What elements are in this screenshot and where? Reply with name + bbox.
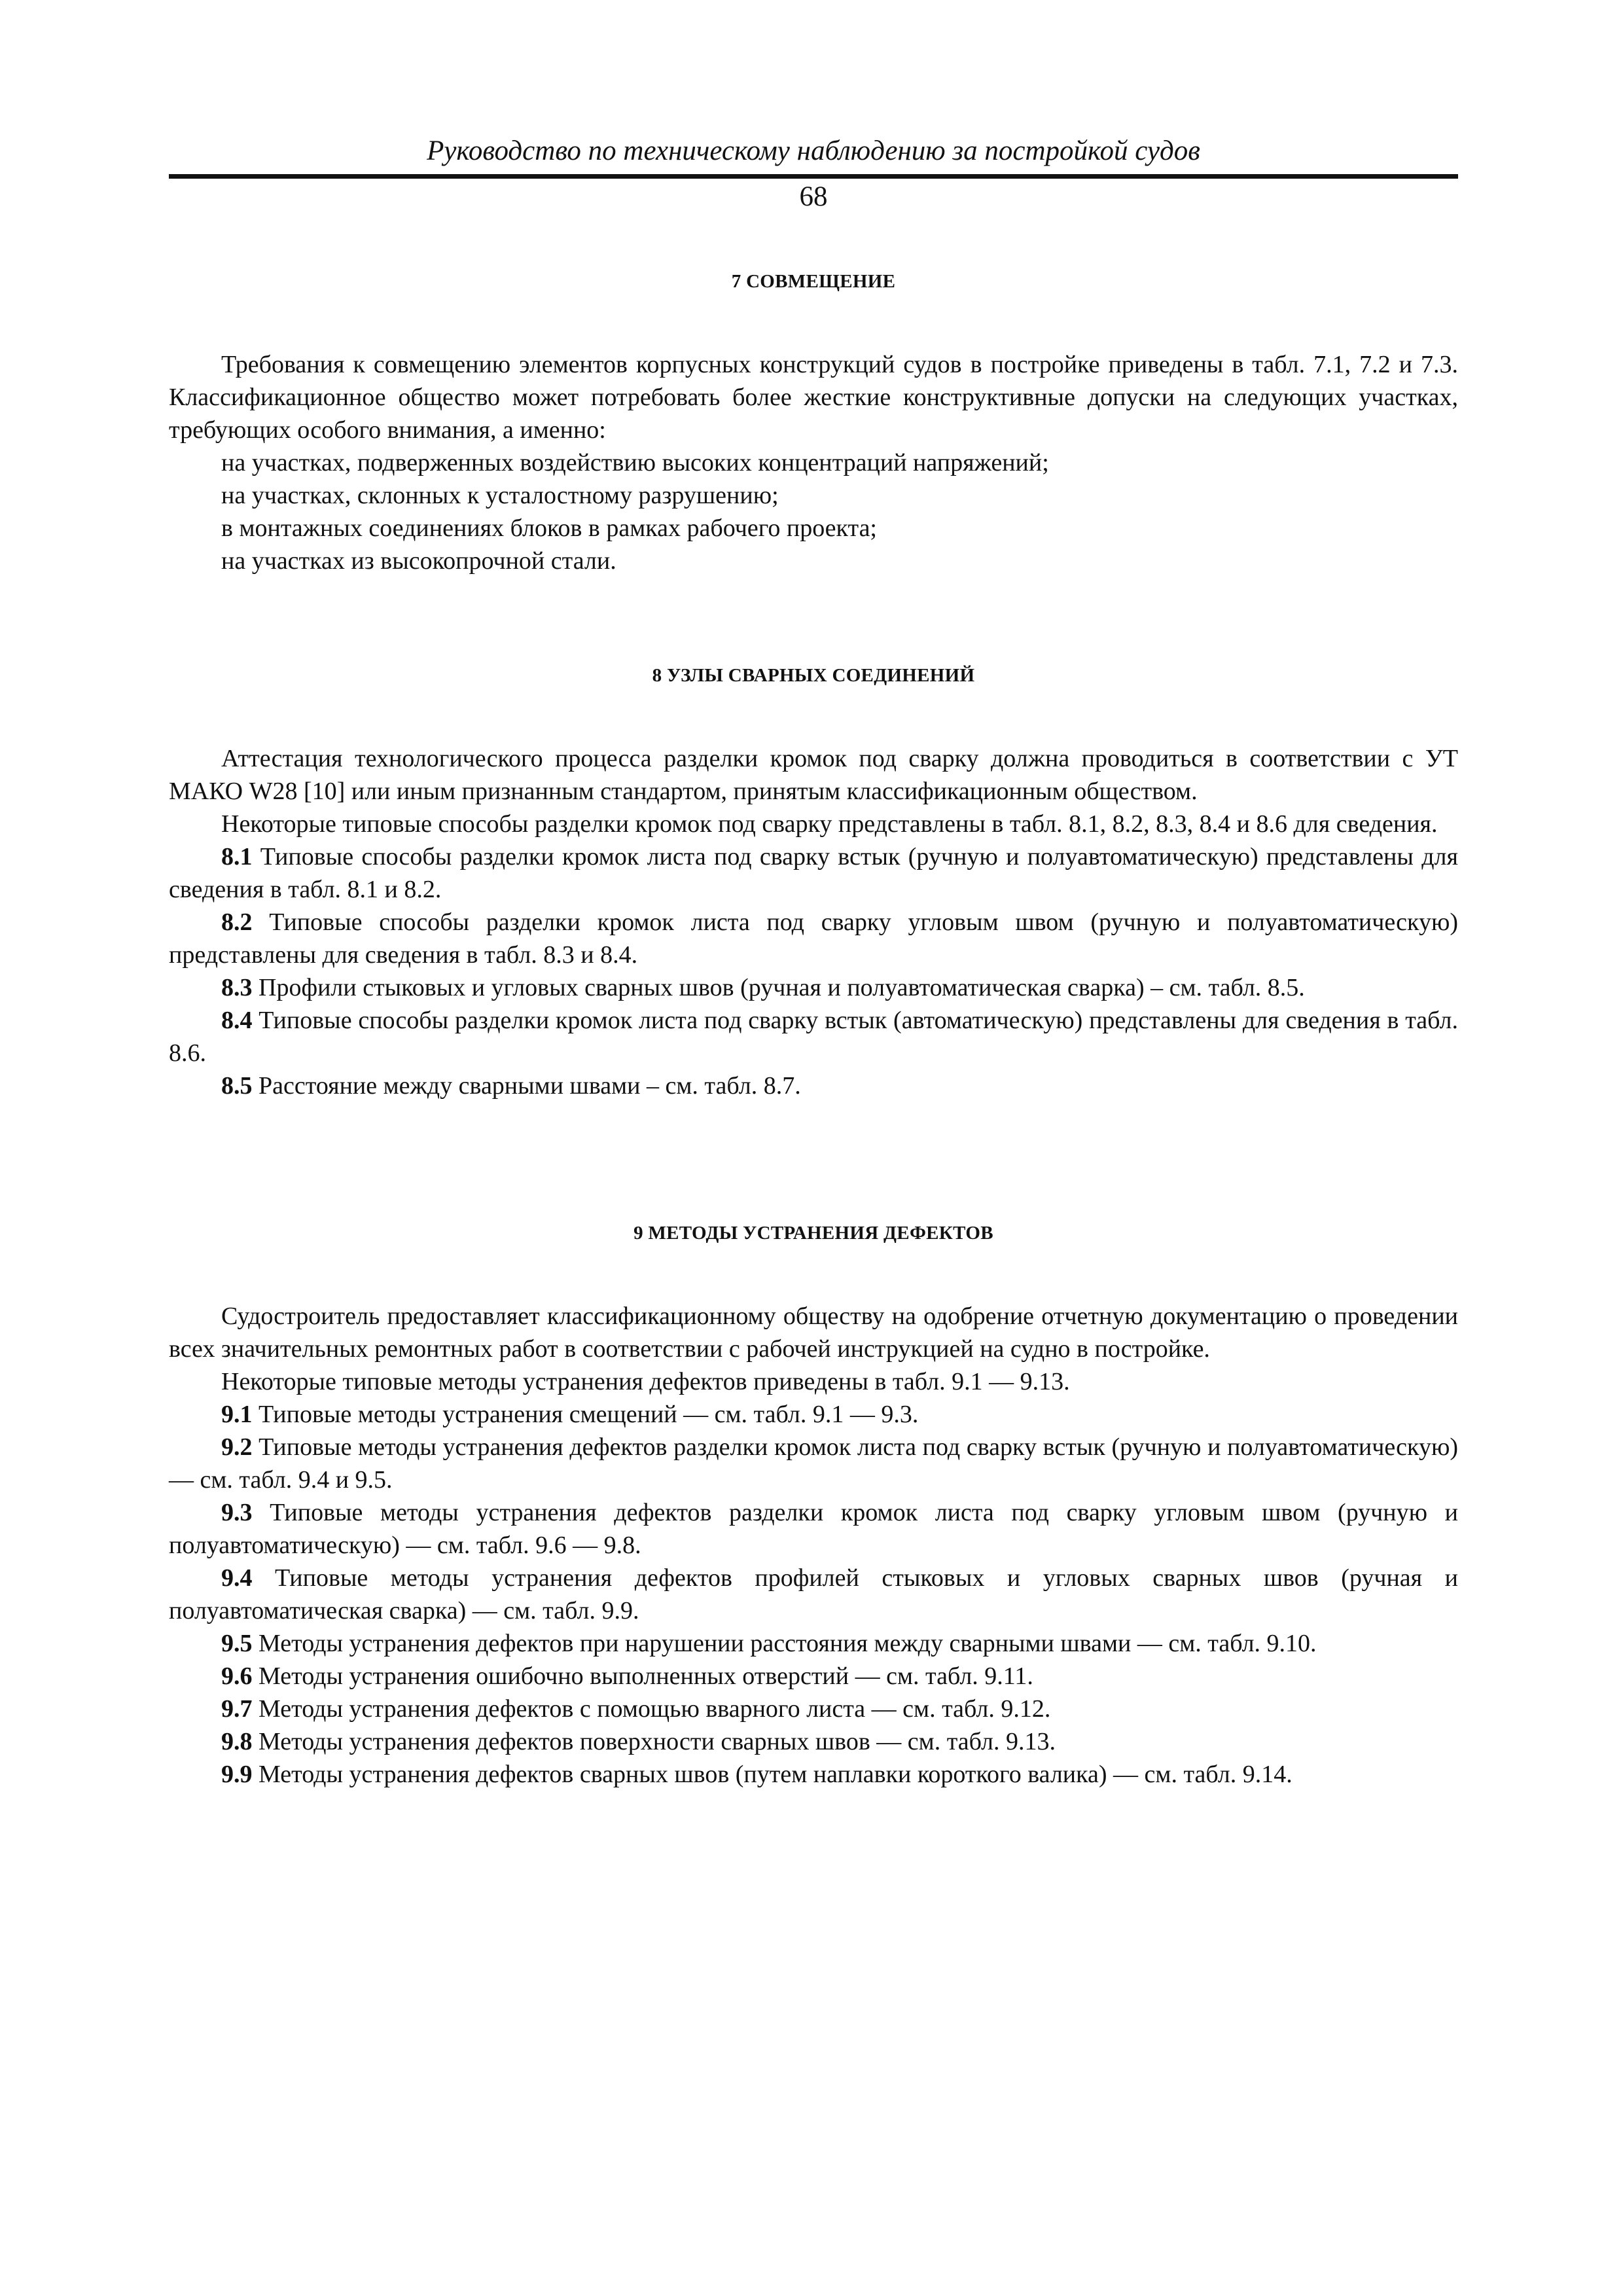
clause-9-8 [169, 1725, 1458, 1758]
list-item: на участках, склонных к усталостному разрушению; [221, 482, 779, 509]
running-header: Руководство по техническому наблюдению за постройкой судов [427, 135, 1200, 166]
section-8-paragraph: Аттестация технологического процесса разделки кромок под сварку должна проводиться в соответствии с УТ МАКО W28 [10] или иным признанным стандартом, принятым классификационным обществом. [169, 745, 1458, 805]
list-item: в монтажных соединениях блоков в рамках рабочего проекта; [221, 514, 877, 542]
page-number: 68 [799, 181, 828, 212]
clause-text: Методы устранения ошибочно выполненных отверстий — см. табл. 9.11. [252, 1662, 1033, 1690]
section-8-body [169, 742, 1458, 1102]
clause-8-2 [169, 906, 1458, 971]
clause-8-1 [169, 840, 1458, 906]
clause-number: 9.7 [221, 1695, 253, 1723]
clause-8-5 [169, 1069, 1458, 1102]
clause-text: Методы устранения дефектов при нарушении расстояния между сварными швами — см. табл. 9.10. [252, 1630, 1317, 1657]
clause-8-4 [169, 1004, 1458, 1069]
clause-9-2 [169, 1431, 1458, 1496]
clause-number: 9.1 [221, 1401, 253, 1428]
header-rule [169, 174, 1458, 179]
section-9-heading: 9 МЕТОДЫ УСТРАНЕНИЯ ДЕФЕКТОВ [633, 1223, 993, 1244]
clause-9-1 [169, 1398, 1458, 1431]
clause-number: 8.2 [221, 908, 253, 936]
clause-text: Методы устранения дефектов с помощью вварного листа — см. табл. 9.12. [252, 1695, 1051, 1723]
list-item: на участках, подверженных воздействию высоких концентраций напряжений; [221, 449, 1049, 476]
clause-text: Профили стыковых и угловых сварных швов (ручная и полуавтоматическая сварка) – см. табл. 8.5. [252, 974, 1305, 1001]
clause-text: Методы устранения дефектов поверхности сварных швов — см. табл. 9.13. [252, 1728, 1056, 1755]
clause-9-9 [169, 1758, 1458, 1791]
section-7-heading: 7 СОВМЕЩЕНИЕ [731, 271, 896, 292]
clause-9-4 [169, 1562, 1458, 1627]
clause-number: 9.9 [221, 1761, 253, 1788]
clause-number: 9.5 [221, 1630, 253, 1657]
clause-number: 9.6 [221, 1662, 253, 1690]
clause-9-7 [169, 1693, 1458, 1725]
clause-text: Типовые способы разделки кромок листа под сварку встык (автоматическую) представлены для сведения в табл. 8.6. [169, 1007, 1458, 1067]
clause-text: Типовые методы устранения дефектов разделки кромок листа под сварку угловым швом (ручную и полуавтоматическую) — см. табл. 9.6 — 9.8. [169, 1499, 1458, 1559]
section-8-paragraph: Некоторые типовые способы разделки кромок под сварку представлены в табл. 8.1, 8.2, 8.3, 8.4 и 8.6 для сведения. [221, 810, 1438, 838]
section-9-paragraph: Судостроитель предоставляет классификационному обществу на одобрение отчетную документацию о проведении всех значительных ремонтных работ в соответствии с рабочей инструкцией на судно в постройке. [169, 1302, 1458, 1363]
clause-9-3 [169, 1496, 1458, 1562]
clause-text: Методы устранения дефектов сварных швов (путем наплавки короткого валика) — см. табл. 9.14. [252, 1761, 1293, 1788]
clause-text: Типовые методы устранения дефектов разделки кромок листа под сварку встык (ручную и полуавтоматическую) — см. табл. 9.4 и 9.5. [169, 1433, 1458, 1494]
clause-number: 9.4 [221, 1564, 253, 1592]
clause-number: 8.3 [221, 974, 253, 1001]
clause-text: Типовые методы устранения дефектов профилей стыковых и угловых сварных швов (ручная и полуавтоматическая сварка) — см. табл. 9.9. [169, 1564, 1458, 1624]
clause-number: 9.3 [221, 1499, 253, 1526]
clause-text: Типовые способы разделки кромок листа под сварку встык (ручную и полуавтоматическую) представлены для сведения в табл. 8.1 и 8.2. [169, 843, 1458, 903]
clause-number: 9.2 [221, 1433, 253, 1461]
clause-text: Типовые методы устранения смещений — см. табл. 9.1 — 9.3. [252, 1401, 919, 1428]
clause-9-6 [169, 1660, 1458, 1693]
list-item: на участках из высокопрочной стали. [221, 547, 616, 575]
section-9-paragraph: Некоторые типовые методы устранения дефектов приведены в табл. 9.1 — 9.13. [221, 1368, 1070, 1395]
clause-number: 8.1 [221, 843, 253, 870]
clause-number: 8.5 [221, 1072, 253, 1100]
clause-number: 9.8 [221, 1728, 253, 1755]
section-7-intro: Требования к совмещению элементов корпусных конструкций судов в постройке приведены в табл. 7.1, 7.2 и 7.3. Классификационное общество может потребовать более жесткие конструктивные допуски на следующих участках, требующих особого внимания, а именно: [169, 351, 1458, 444]
section-8-heading: 8 УЗЛЫ СВАРНЫХ СОЕДИНЕНИЙ [652, 665, 975, 686]
clause-text: Типовые способы разделки кромок листа под сварку угловым швом (ручную и полуавтоматическую) представлены для сведения в табл. 8.3 и 8.4. [169, 908, 1458, 969]
clause-8-3 [169, 971, 1458, 1004]
clause-9-5 [169, 1627, 1458, 1660]
clause-text: Расстояние между сварными швами – см. табл. 8.7. [252, 1072, 801, 1100]
section-7-body [169, 348, 1458, 577]
section-9-body [169, 1300, 1458, 1791]
clause-number: 8.4 [221, 1007, 253, 1034]
